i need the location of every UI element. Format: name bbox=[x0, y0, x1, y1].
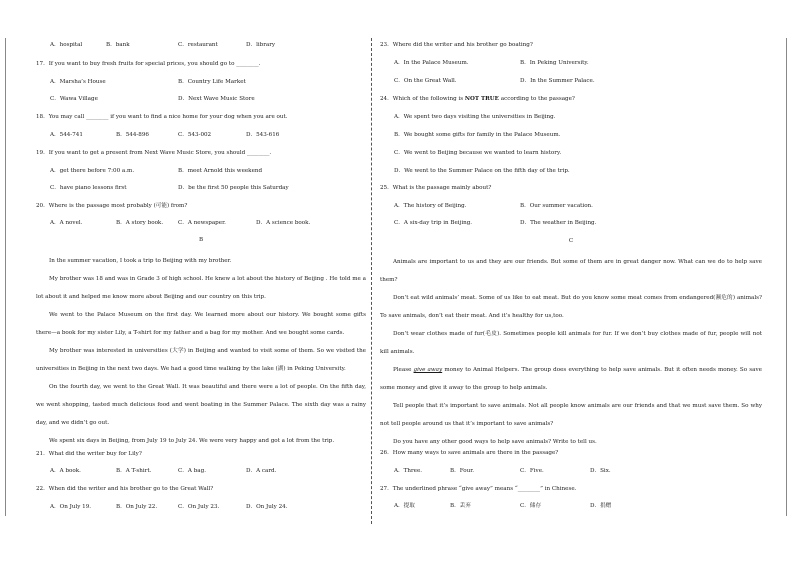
option-b: B．Four. bbox=[450, 468, 475, 474]
stem-text: 24．Which of the following is bbox=[380, 96, 465, 102]
passage-paragraph: Do you have any other good ways to help save animals? Write to tell us. bbox=[393, 439, 597, 445]
option-d: D．We went to the Summer Palace on the fifth day of the trip. bbox=[394, 168, 570, 174]
passage-paragraph: My brother was 18 and was in Grade 3 of high school. He knew a lot about the history of Beijing . He told me a lot about it and helped me know more about Beijing and our country on this trip. bbox=[36, 276, 366, 300]
option-a: A．Marsha’s House bbox=[50, 79, 106, 85]
passage-paragraph: My brother was interested in universities (大学) in Beijing and wanted to visit some of them. So we visited the universities in Beijing in the next two days. We had a good time walking by the lake (湖) in Peking University. bbox=[36, 348, 366, 372]
option-a: A．We spent two days visiting the universities in Beijing. bbox=[394, 114, 556, 120]
right-margin-bracket bbox=[786, 38, 790, 516]
option-c: C．have piano lessons first bbox=[50, 185, 127, 191]
passage-paragraph: Don’t eat wild animals’ meat. Some of us like to eat meat. But do you know some meat comes from endangered(濒危的) animals? To save animals, don’t eat their meat. And it’s healthy for us,too. bbox=[380, 295, 762, 319]
option-d: D．In the Summer Palace. bbox=[520, 78, 595, 84]
option-c: C．Wawa Village bbox=[50, 96, 98, 102]
option-c: C．We went to Beijing because we wanted to learn history. bbox=[394, 150, 562, 156]
option-d: D．Six. bbox=[590, 468, 611, 474]
option-c: C．储存 bbox=[520, 503, 542, 509]
option-c: C．restaurant bbox=[178, 42, 218, 48]
option-b: B．Our summer vacation. bbox=[520, 203, 593, 209]
question-stem bbox=[380, 97, 575, 103]
question-stem: 23．Where did the writer and his brother go boating? bbox=[380, 42, 533, 48]
passage-paragraph: We spent six days in Beijing, from July 19 to July 24. We were very happy and got a lot from the trip. bbox=[49, 438, 335, 444]
paragraph-text: money to Animal Helpers. The group does everything to help save animals. But it often needs money. So save some money and give it away to the group to help animals. bbox=[380, 367, 762, 391]
option-a: A．In the Palace Museum. bbox=[394, 60, 469, 66]
section-heading-b: B bbox=[198, 237, 204, 243]
underlined-phrase: give away bbox=[413, 367, 443, 373]
stem-text: according to the passage? bbox=[498, 96, 575, 102]
option-c: C．543-002 bbox=[178, 132, 212, 138]
option-b: B．544-896 bbox=[116, 132, 149, 138]
question-stem: 18．You may call ________ if you want to find a nice home for your dog when you are out. bbox=[36, 114, 288, 120]
option-d: D．The weather in Beijing. bbox=[520, 220, 597, 226]
option-d: D．543-616 bbox=[246, 132, 280, 138]
option-b: B．Country Life Market bbox=[178, 79, 246, 85]
question-stem: 21．What did the writer buy for Lily? bbox=[36, 451, 142, 457]
question-stem: 19．If you want to get a present from Next Wave Music Store, you should ________. bbox=[36, 150, 272, 156]
section-heading-c: C bbox=[568, 238, 574, 244]
option-c: C．On July 23. bbox=[178, 504, 220, 510]
option-d: D．A science book. bbox=[256, 220, 311, 226]
option-a: A．A novel. bbox=[50, 220, 83, 226]
passage-paragraph: Animals are important to us and they are our friends. But some of them are in great danger now. What can we do to help save them? bbox=[380, 259, 762, 283]
stem-emphasis: NOT TRUE bbox=[464, 96, 499, 102]
passage-paragraph: On the fourth day, we went to the Great Wall. It was beautiful and there were a lot of people. On the fifth day, we went shopping, tasted much delicious food and went boating in the Summer Palace. The sixth day was a rainy day, and we didn’t go out. bbox=[36, 384, 366, 426]
option-a: A．A book. bbox=[50, 468, 81, 474]
option-a: A．544-741 bbox=[50, 132, 83, 138]
left-column bbox=[36, 0, 366, 562]
option-d: D．Next Wave Music Store bbox=[178, 96, 255, 102]
question-stem: 17．If you want to buy fresh fruits for special prices, you should go to ________. bbox=[36, 61, 261, 67]
option-d: D．library bbox=[246, 42, 276, 48]
option-c: C．On the Great Wall. bbox=[394, 78, 457, 84]
option-b: B．A T-shirt. bbox=[116, 468, 152, 474]
passage-paragraph: We went to the Palace Museum on the first day. We learned more about our history. We bought some gifts there—a book for my sister Lily, a T-shirt for my father and a bag for my mother. And we bought some cards. bbox=[36, 312, 366, 336]
right-column bbox=[380, 0, 762, 562]
column-divider bbox=[371, 38, 372, 524]
option-d: D．A card. bbox=[246, 468, 277, 474]
passage-paragraph: In the summer vacation, I took a trip to Beijing with my brother. bbox=[49, 258, 232, 264]
paragraph-text: Please bbox=[393, 367, 414, 373]
option-d: D．be the first 50 people this Saturday bbox=[178, 185, 289, 191]
option-a: A．提取 bbox=[394, 503, 415, 509]
option-d: D．On July 24. bbox=[246, 504, 288, 510]
passage-paragraph bbox=[380, 361, 762, 397]
question-stem: 25．What is the passage mainly about? bbox=[380, 185, 492, 191]
option-b: B．A story book. bbox=[116, 220, 164, 226]
passage-paragraph: Tell people that it’s important to save animals. Not all people know animals are our friends and that we must save them. So why not tell people around us that it’s important to save animals? bbox=[380, 403, 762, 427]
option-c: C．A bag. bbox=[178, 468, 206, 474]
option-b: B．We bought some gifts for family in the Palace Museum. bbox=[394, 132, 561, 138]
option-a: A．The history of Beijing. bbox=[394, 203, 467, 209]
question-stem: 22．When did the writer and his brother go to the Great Wall? bbox=[36, 486, 214, 492]
option-b: B．In Peking University. bbox=[520, 60, 589, 66]
passage-paragraph: Don’t wear clothes made of fur(毛皮). Sometimes people kill animals for fur. If we don’t buy clothes made of fur, people will not kill animals. bbox=[380, 331, 762, 355]
question-stem: 27．The underlined phrase “give away” means “________” in Chinese. bbox=[380, 486, 577, 492]
option-a: A．hospital bbox=[50, 42, 83, 48]
option-b: B．丢弃 bbox=[450, 503, 471, 509]
left-margin-bracket bbox=[5, 38, 9, 516]
question-stem: 26．How many ways to save animals are there in the passage? bbox=[380, 450, 559, 456]
option-a: A．get there before 7:00 a.m. bbox=[50, 168, 135, 174]
option-a: A．On July 19. bbox=[50, 504, 92, 510]
option-d: D．捐赠 bbox=[590, 503, 612, 509]
option-b: B．On July 22. bbox=[116, 504, 158, 510]
option-b: B．meet Arnold this weekend bbox=[178, 168, 263, 174]
option-b: B．bank bbox=[106, 42, 130, 48]
option-c: C．A six-day trip in Beijing. bbox=[394, 220, 473, 226]
question-stem: 20．Where is the passage most probably (可能) from? bbox=[36, 203, 188, 209]
option-c: C．Five. bbox=[520, 468, 544, 474]
option-c: C．A newspaper. bbox=[178, 220, 226, 226]
option-a: A．Three. bbox=[394, 468, 423, 474]
